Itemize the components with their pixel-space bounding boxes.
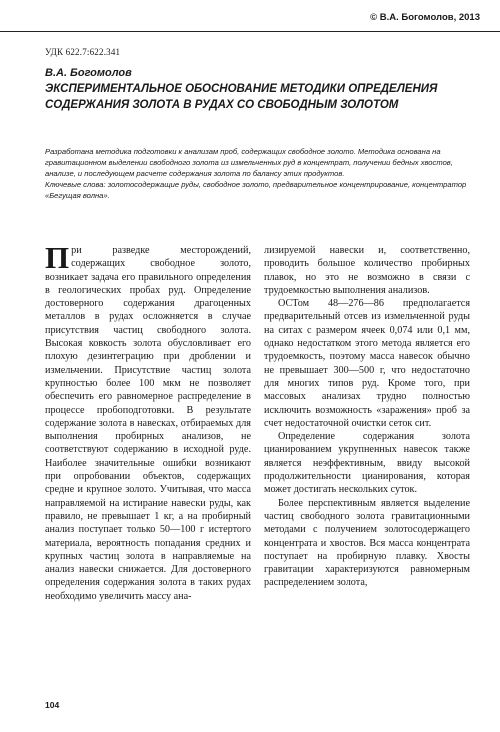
left-column xyxy=(45,240,251,603)
keywords-text: Ключевые слова: золотосодержащие руды, свободное золото, предварительное концентрирование, концентратор «Бегущая волна». xyxy=(45,180,467,200)
left-paragraph-1-text: ри разведке месторождений, содержащих свободное золото, возникает задача его правильного определения в геологических пробах руд. Определение достоверного содержания драгоценных металлов в рудах осложняется в случае присутствия частиц свободного золота. Высокая ковкость золота обусловливает его плохую дезинтеграцию при дроблении и измельчении. Присутствие частиц золота крупностью более 100 мкм не позволяет обеспечить его равномерное распределение в процессе пробоподготовки. В результате содержание золота в навесках, отбираемых для выполнения пробирных анализов, не соответствуют содержанию в исходной руде. Наиболее значительные ошибки возникают при опробовании объектов, содержащих средне и крупное золото. Учитывая, что масса направляемой на истирание навески руды, как правило, не превышает 1 кг, а на пробирный анализ поступает только 50—100 г истертого материала, вероятность попадания средних и крупных частиц золота в направляемые на анализ навески снижается. Для достоверного определения содержания золота в таких рудах необходимо увеличить массу ана- xyxy=(45,245,251,602)
drop-cap: П xyxy=(45,240,70,275)
copyright-notice: © В.А. Богомолов, 2013 xyxy=(370,12,480,23)
right-paragraph-2: ОСТом 48—276—86 предполагается предварительный отсев из измельченной руды на ситах с размером ячеек 0,074 или 0,1 мм, однако недостатком этого метода является его трудоемкость, поэтому масса навесок обычно не превышает 300—500 г, что недостаточно для многих типов руд. Кроме того, при массовых анализах трудно полностью исключить возможность «заражения» проб за счет недостаточной очистки сеток сит. xyxy=(264,298,470,429)
right-paragraph-1: лизируемой навески и, соответственно, проводить большое количество пробирных плавок, но это не возможно в связи с трудоемкостью выполнения анализов. xyxy=(264,245,470,296)
abstract-text: Разработана методика подготовки к анализам проб, содержащих свободное золото. Методика основана на гравитационном выделении свободного золота из измельченных руд в концентрат, получении бедных хвостов, анализе, и последующем расчете содержания золота по балансу этих продуктов. xyxy=(45,147,453,178)
header-rule xyxy=(0,31,500,32)
right-column xyxy=(264,244,470,590)
article-title: ЭКСПЕРИМЕНТАЛЬНОЕ ОБОСНОВАНИЕ МЕТОДИКИ ОПРЕДЕЛЕНИЯ СОДЕРЖАНИЯ ЗОЛОТА В РУДАХ СО СВОБОДНЫМ ЗОЛОТОМ xyxy=(45,83,438,111)
abstract-block xyxy=(45,146,480,201)
body-columns xyxy=(45,240,480,678)
right-paragraph-3: Определение содержания золота цианированием укрупненных навесок также является неэффективным, ввиду высокой продолжительности цианирования, которая может достигать нескольких суток. xyxy=(264,431,470,496)
left-paragraph-1 xyxy=(45,240,251,603)
right-paragraph-4: Более перспективным является выделение частиц свободного золота гравитационными методами с получением золотосодержащего концентрата и хвостов. Вся масса концентрата поступает на пробирную плавку. Хвосты гравитации характеризуются равномерным распределением золота, xyxy=(264,497,470,589)
article-author: В.А. Богомолов xyxy=(45,67,132,79)
udk-code: УДК 622.7:622.341 xyxy=(45,47,121,57)
page-number: 104 xyxy=(45,700,60,710)
